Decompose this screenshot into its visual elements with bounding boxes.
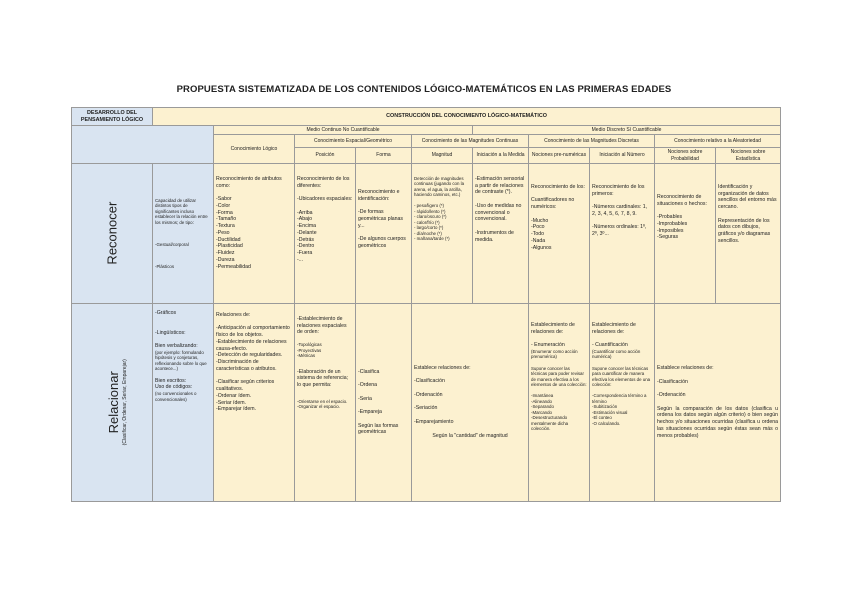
header-medio-discreto: Medio Discreto Sí Cuantificable: [473, 126, 781, 135]
relacionar-magnitudes-list: Establece relaciones de: -Clasificación -Ordenación -Seriación -Emparejamiento: [414, 364, 471, 425]
header-construccion: CONSTRUCCIÓN DEL CONOCIMIENTO LÓGICO-MATEMÁTICO: [153, 108, 781, 126]
relacionar-simbolizacion-a-detail: (por ejemplo: formulando hipótesis y conjeturas, reflexionando sobre lo que acontece...): [155, 349, 207, 371]
relacionar-simbolizacion-b: Bien escritos: Uso de códigos:: [155, 377, 193, 391]
relacionar-forma: -Clasifica -Ordena -Seria -Empareja Según las formas geométricas: [356, 303, 412, 501]
relacionar-posicion-b: -Elaboración de un sistema de referencia; lo que permita:: [297, 368, 349, 388]
relacionar-simbolizacion: [153, 303, 214, 501]
relacionar-numero-a-detail: (Cuantificar como acción numérica): [592, 348, 641, 360]
row-label-reconocer: [72, 163, 153, 303]
relacionar-prenumericas: [529, 303, 590, 501]
relacionar-prenumericas-a-detail: (Enumerar como acción prenumérica): [531, 348, 578, 360]
relacionar-numero-a: Establecimiento de relaciones de: - Cuantificación: [592, 321, 636, 348]
relacionar-sublabel: (Clasificar, Ordenar, Seriar, Emparejar): [122, 359, 129, 446]
header-magnitudes-discretas: Conocimiento de las Magnitudes Discretas: [529, 135, 655, 148]
reconocer-prenumericas: Reconocimiento de los: Cuantificadores no numéricos: -Mucho -Poco -Todo -Nada -Algunos: [529, 163, 590, 303]
relacionar-posicion-a: -Establecimiento de relaciones espaciales de orden:: [297, 315, 347, 336]
header-desarrollo: DESARROLLO DEL PENSAMIENTO LÓGICO: [72, 108, 153, 126]
relacionar-numero-b: Supone conocer las técnicas para cuantificar de manera efectiva los elementos de una colección: -Correspondencia término a término -Subitización -Estimación visual -El conteo -O calculando.: [592, 365, 651, 426]
relacionar-label-group: [106, 359, 129, 445]
header-nociones-prenumericas: Nociones pre-numéricas: [529, 148, 590, 164]
relacionar-simbolizacion-b-detail: (no convencionales o convencionales): [155, 391, 197, 402]
relacionar-simbolizacion-a: Bien verbalizando:: [155, 342, 198, 349]
relacionar-prenumericas-b: Supone conocer las técnicas para poder revisar de manera efectiva a los elementos de una colección: -Imantánea -Alineando -Separando -Marcando -Desestructurando mentalmente dicha colección.: [531, 365, 587, 432]
relacionar-posicion: [295, 303, 356, 501]
relacionar-prenumericas-a: Establecimiento de relaciones de: - Enumeración: [531, 321, 575, 348]
header-forma: Forma: [356, 148, 412, 164]
contents-table: [71, 107, 781, 502]
reconocer-label: Reconocer: [103, 201, 119, 265]
relacionar-magnitudes: [412, 303, 529, 501]
header-magnitudes-continuas: Conocimiento de las Magnitudes Continuas: [412, 135, 529, 148]
relacionar-magnitudes-footer: Según la "cantidad" de magnitud: [432, 433, 508, 440]
header-aleatoriedad: Conocimiento relativo a la Aleatoriedad: [655, 135, 781, 148]
reconocer-medida: -Estimación sensorial a partir de relaciones de contraste (*). -Uso de medidas no convencional o convencional. -Instrumentos de medida.: [473, 163, 529, 303]
header-iniciacion-numero: Iniciación al Número: [590, 148, 655, 164]
reconocer-forma: Reconocimiento e identificación: -De formas geométricas planas y... -De algunos cuerpos geométricos: [356, 163, 412, 303]
reconocer-simbolizacion: Capacidad de utilizar distintos tipos de significantes incluso establecer la relación entre los mismos; de tipo: -Gestual/corporal -Plásticos: [153, 163, 214, 303]
header-conocimiento-logico: Conocimiento Lógico: [214, 135, 295, 164]
header-posicion: Posición: [295, 148, 356, 164]
header-nociones-estadistica: Nociones sobre Estadística: [716, 148, 781, 164]
document-title: PROPUESTA SISTEMATIZADA DE LOS CONTENIDOS LÓGICO-MATEMÁTICOS EN LAS PRIMERAS EDADES: [176, 84, 672, 95]
reconocer-estadistica: Identificación y organización de datos sencillos del entorno más cercano. Representación de los datos con dibujos, gráficos y/o diagramas sencillos.: [716, 163, 781, 303]
header-blank: [72, 126, 214, 164]
reconocer-numero: Reconocimiento de los primeros: -Números cardinales: 1, 2, 3, 4, 5, 6, 7, 8, 9. -Números ordinales: 1º, 2º, 3º...: [590, 163, 655, 303]
header-medio-continuo: Medio Continuo No Cuantificable: [214, 126, 473, 135]
header-espacial: Conocimiento Espacial/Geométrico: [295, 135, 412, 148]
relacionar-logico: Relaciones de: -Anticipación al comportamiento físico de los objetos. -Establecimiento de relaciones causa-efecto. -Detección de regularidades. -Discriminación de características o atributos. -Clasificar según criterios cualitativos. -Ordenar ídem. -Seriar ídem. -Emparejar ídem.: [214, 303, 295, 501]
relacionar-simbolizacion-top: -Gráficos -Lingüísticos:: [155, 309, 186, 336]
relacionar-posicion-a-detail: -Topológicas -Proyectivas -Métricas: [297, 342, 322, 358]
header-magnitud: Magnitud: [412, 148, 473, 164]
relacionar-posicion-b-detail: -Orientarse en el espacio. -Organizar el espacio.: [297, 398, 348, 410]
relacionar-numero: [590, 303, 655, 501]
row-label-relacionar: [72, 303, 153, 501]
reconocer-magnitud: Detección de magnitudes continuas (jugando con la arena, el agua, la arcilla, haciendo caminos, etc.) - peso/ligero (*) - rápido/lento (*) - claro/oscuro (*) - calor/frío (*) - largo/corto (*) - día/noche (*) - mañana/tarde (*): [412, 163, 473, 303]
header-nociones-probabilidad: Nociones sobre Probabilidad: [655, 148, 716, 164]
reconocer-logico: Reconocimiento de atributos como: -Sabor -Color -Forma -Tamaño -Textura -Peso -Ductilidad -Plasticidad -Fluidez -Dureza -Permeabilidad: [214, 163, 295, 303]
reconocer-posicion: Reconocimiento de los diferentes: -Ubicadores espaciales: -Arriba -Abajo -Encima -Delante -Detrás -Dentro -Fuera -...: [295, 163, 356, 303]
reconocer-probabilidad: Reconocimiento de situaciones o hechos: -Probables -Improbables -Imposibles -Seguras: [655, 163, 716, 303]
relacionar-aleatoriedad: Establece relaciones de: -Clasificación -Ordenación Según la comparación de los datos (clasifica u ordena los datos según algún criterio) o bien según hechos y/o situaciones ocurridas (clasifica u ordena las situaciones ocurridas según éstas sean más o menos probables): [655, 303, 781, 501]
header-iniciacion-medida: Iniciación a la Medida: [473, 148, 529, 164]
relacionar-label: Relacionar: [105, 371, 121, 434]
